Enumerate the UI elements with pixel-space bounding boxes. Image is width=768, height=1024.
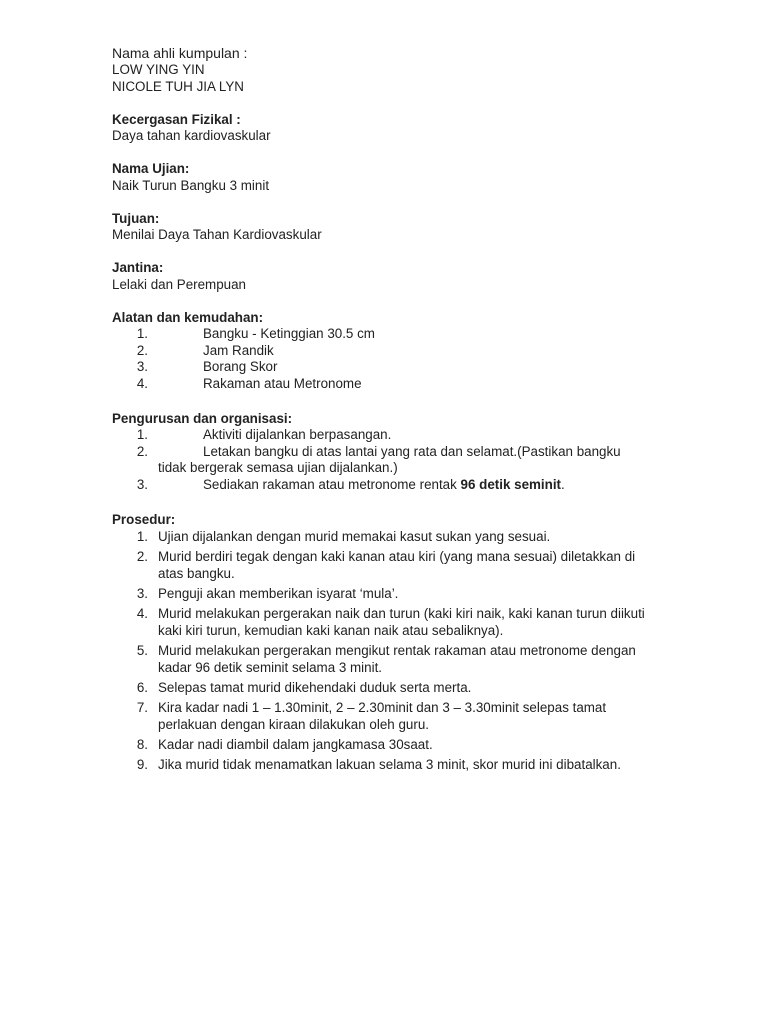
fitness-heading: Kecergasan Fizikal :: [112, 111, 241, 127]
gender-heading: Jantina:: [112, 260, 164, 275]
item-text: Jam Randik: [203, 342, 274, 358]
item-text: Penguji akan memberikan isyarat ‘mula’.: [158, 586, 399, 601]
purpose-value: Menilai Daya Tahan Kardiovaskular: [112, 227, 322, 242]
list-item: [112, 477, 672, 494]
test-name-heading: Nama Ujian:: [112, 161, 190, 176]
list-item: [112, 376, 672, 393]
item-number: 3.: [136, 476, 148, 492]
list-item: [112, 642, 672, 676]
item-number: 5.: [136, 643, 148, 658]
item-text: Rakaman atau Metronome: [203, 375, 362, 391]
item-text-continued: tidak bergerak semasa ujian dijalankan.): [158, 460, 398, 475]
procedure-list: [112, 528, 672, 773]
list-item: [112, 326, 672, 343]
item-number: 4.: [136, 606, 148, 621]
item-text: Jika murid tidak menamatkan lakuan selama 3 minit, skor murid ini dibatalkan.: [158, 757, 621, 772]
item-text: Borang Skor: [203, 359, 278, 374]
list-item: [112, 548, 672, 582]
item-number: 1.: [136, 427, 148, 442]
item-number: 2.: [136, 549, 148, 564]
list-item: [112, 699, 672, 733]
item-number: 3.: [136, 586, 148, 601]
item-text: Murid melakukan pergerakan mengikut rentak rakaman atau metronome dengan kadar 96 detik seminit selama 3 minit.: [158, 643, 636, 675]
item-text: Bangku - Ketinggian 30.5 cm: [203, 326, 375, 341]
test-name-value: Naik Turun Bangku 3 minit: [112, 177, 270, 193]
item-text: Selepas tamat murid dikehendaki duduk serta merta.: [158, 680, 472, 695]
gender-value: Lelaki dan Perempuan: [112, 276, 246, 292]
members-label: Nama ahli kumpulan :: [112, 45, 248, 61]
equipment-list: [112, 326, 672, 392]
item-text: Kira kadar nadi 1 – 1.30minit, 2 – 2.30minit dan 3 – 3.30minit selepas tamat perlakuan dengan kiraan dilakukan oleh guru.: [158, 700, 607, 732]
item-number: 7.: [136, 700, 148, 715]
list-item: [112, 605, 672, 639]
fitness-value: Daya tahan kardiovaskular: [112, 128, 271, 143]
management-list: [112, 427, 672, 493]
member-name: LOW YING YIN: [112, 62, 205, 77]
list-item: [112, 528, 672, 545]
item-text: Ujian dijalankan dengan murid memakai kasut sukan yang sesuai.: [158, 529, 551, 544]
procedure-heading: Prosedur:: [112, 511, 176, 527]
item-text: Murid berdiri tegak dengan kaki kanan atau kiri (yang mana sesuai) diletakkan di atas bangku.: [158, 549, 636, 581]
item-text: Murid melakukan pergerakan naik dan turun (kaki kiri naik, kaki kanan turun diikuti kaki kiri turun, kemudian kaki kanan naik atau sebaliknya).: [158, 606, 645, 638]
item-text: Letakan bangku di atas lantai yang rata dan selamat.(Pastikan bangku: [203, 443, 621, 459]
member-name: NICOLE TUH JIA LYN: [112, 78, 244, 94]
item-number: 6.: [136, 680, 148, 695]
list-item: [112, 359, 672, 376]
document-body: [112, 44, 672, 776]
list-item: [112, 444, 672, 477]
purpose-heading: Tujuan:: [112, 210, 160, 226]
item-number: 3.: [136, 359, 148, 374]
list-item: [112, 679, 672, 696]
item-number: 8.: [136, 737, 148, 752]
item-number: 1.: [136, 326, 148, 341]
list-item: [112, 736, 672, 753]
item-text: Aktiviti dijalankan berpasangan.: [203, 427, 392, 442]
item-number: 9.: [136, 757, 148, 772]
list-item: [112, 585, 672, 602]
tempo-bold: 96 detik seminit: [460, 476, 562, 492]
item-number: 2.: [136, 342, 148, 358]
equipment-heading: Alatan dan kemudahan:: [112, 309, 264, 325]
list-item: [112, 343, 672, 360]
item-number: 4.: [136, 375, 148, 391]
list-item: [112, 427, 672, 444]
list-item: [112, 756, 672, 773]
management-heading: Pengurusan dan organisasi:: [112, 410, 293, 426]
item-number: 1.: [136, 529, 148, 544]
item-text: Sediakan rakaman atau metronome rentak 96 detik seminit.: [203, 476, 565, 492]
item-number: 2.: [136, 443, 148, 459]
item-text: Kadar nadi diambil dalam jangkamasa 30saat.: [158, 737, 433, 752]
